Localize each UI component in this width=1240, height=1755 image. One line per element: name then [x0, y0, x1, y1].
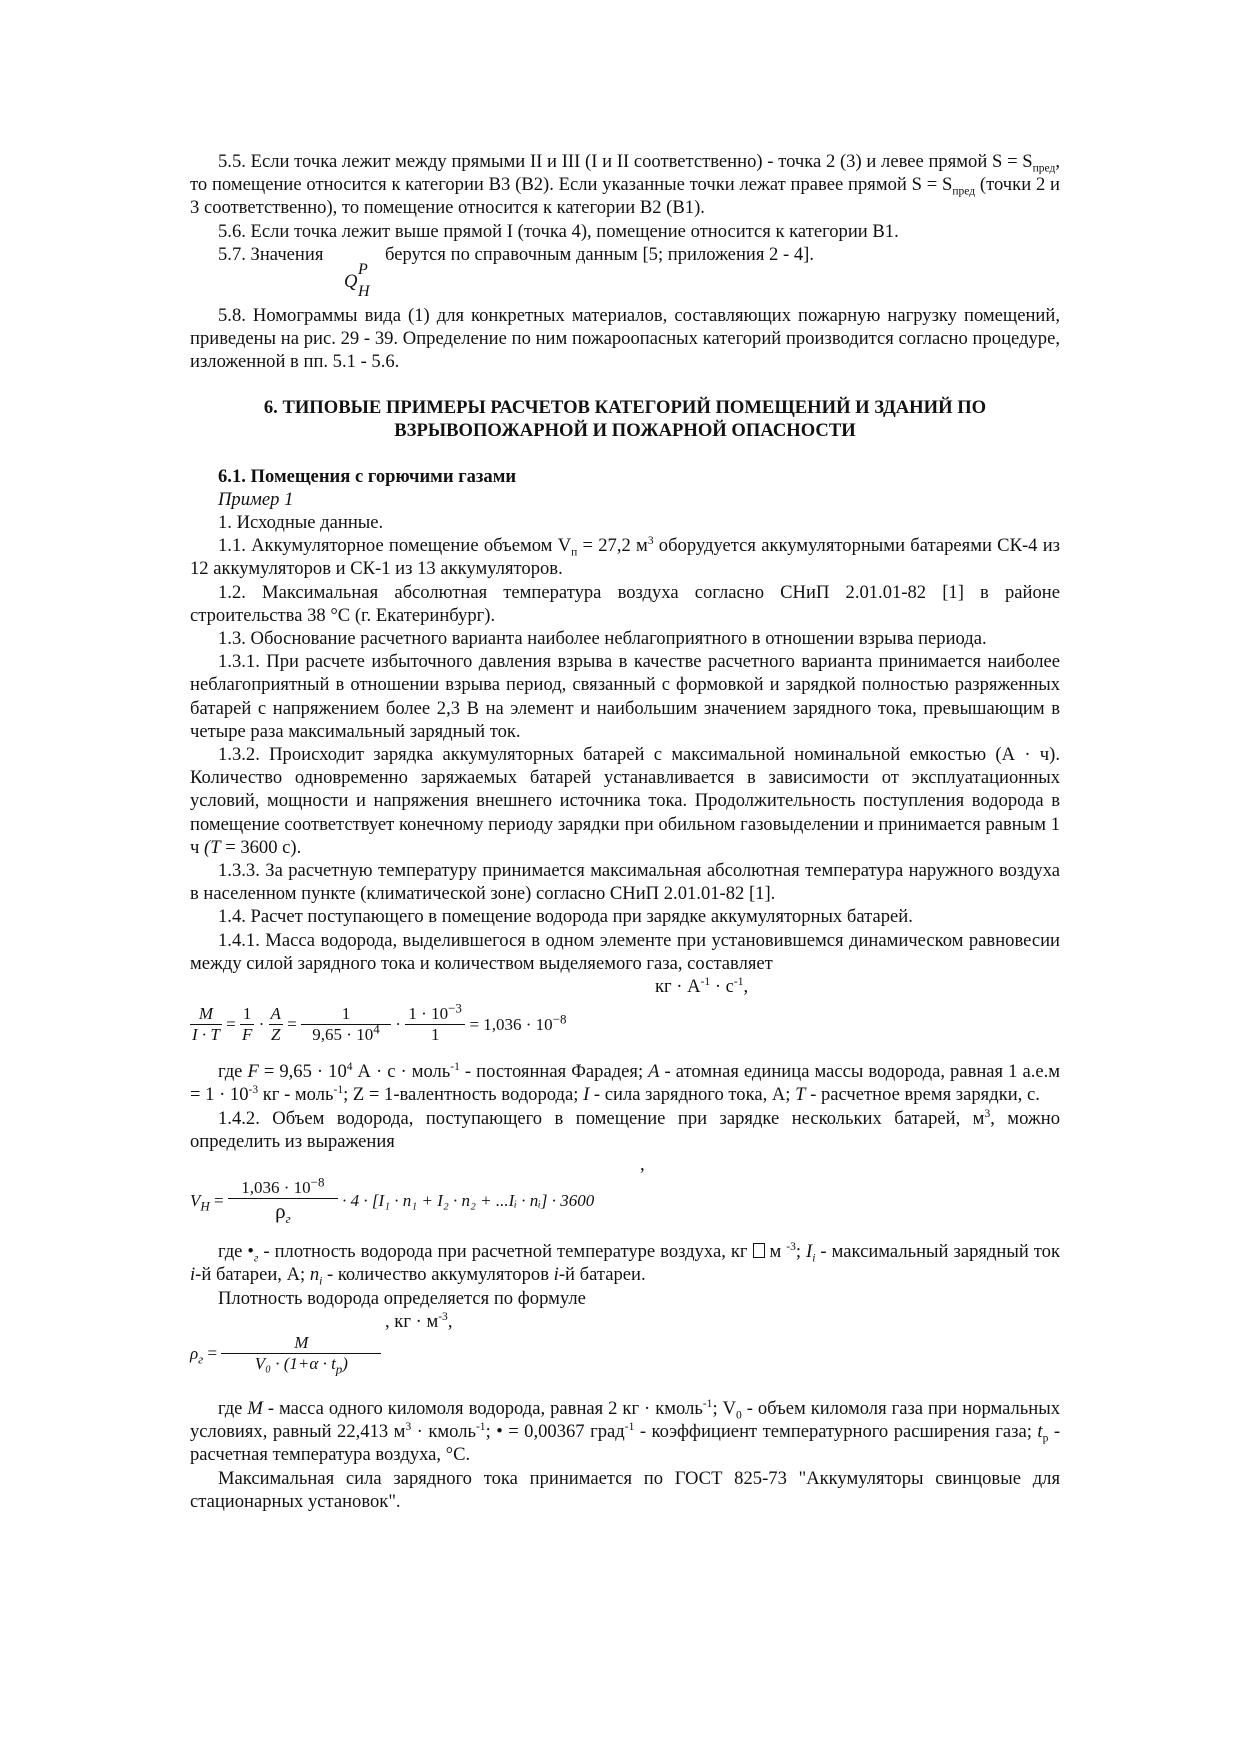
formula-q-p-h: Q P H [344, 261, 370, 300]
paragraph-kilomole: где М - масса одного киломоля водорода, равная 2 кг · кмоль$^{-1}$; $V_0$ - объем киломоля газа при нормальных условиях, равный 22,413 $м^3$ · кмоль$^{-1}$; • = 0,00367 град$^{-1}$ - коэффициент температурного расширения газа; $t_р$ - расчетная температура воздуха, °С. [190, 1397, 1061, 1466]
paragraph-1-3-2: 1.3.2. Происходит зарядка аккумуляторных батарей с максимальной номинальной емкостью (А · ч). Количество одновременно заряжаемых батарей устанавливается в зависимости от эксплуатационных условий, мощности и напряжения внешнего источника тока. Продолжительность поступления водорода в помещение соответствует конечному периоду зарядки при обильном газовыделении и принимается равным 1 ч (T = 3600 с). [190, 744, 1060, 858]
paragraph-1-4-2: 1.4.2. Объем водорода, поступающего в помещение при зарядке нескольких батарей, $м^3$, можно определить из выражения [190, 1107, 1060, 1152]
paragraph-1-1: 1.1. Аккумуляторное помещение объемом $V_п = 27,2$ $м^3$ оборудуется аккумуляторными батареями СК-4 из 12 аккумуляторов и СК-1 из 13 аккумуляторов. [190, 535, 1060, 580]
formula-volume: $V_H$ = $\frac{1,036 \cdot 10^{-8}}{\rho_г}$ · 4 · [I₁ · n₁ + I₂ · n₂ + ...Iᵢ · nᵢ] · 3600 [190, 1174, 595, 1227]
paragraph-1-2: 1.2. Максимальная абсолютная температура воздуха согласно СНиП 2.01.01-82 [1] в районе строительства 38 °С (г. Екатеринбург). [190, 581, 1060, 626]
paragraph-5-6: 5.6. Если точка лежит выше прямой I (точка 4), помещение относится к категории В1. [218, 220, 899, 242]
document-page [190, 150, 1060, 1513]
formula-mass: $\frac{M}{I \cdot T}$ = $\frac{1}{F}$ · $\frac{A}{Z}$ = $\frac{1}{9,65 \cdot 10^4}$ · $\frac{1 \cdot 10^{-3}}{1}$ = $1,036 \cdot 10^{-8}$ [192, 1000, 567, 1045]
paragraph-1-3-1: 1.3.1. При расчете избыточного давления взрыва в качестве расчетного варианта принимается наиболее неблагоприятный в отношении взрыва период, связанный с формовкой и зарядкой полностью разряженных батарей с напряжением более 2,3 В на элемент и наибольшим значением зарядного тока, превышающим в четыре раза максимальный зарядный ток. [190, 651, 1060, 742]
missing-glyph-box [753, 1243, 765, 1258]
comma-line: , [640, 1154, 645, 1176]
subsection-heading-6-1: 6.1. Помещения с горючими газами [218, 465, 517, 487]
formula-density: $\rho_г$ = $\frac{M}{V_0 \cdot (1+\alpha \cdot t_р)}$ [190, 1333, 1060, 1397]
paragraph-5-5: 5.5. Если точка лежит между прямыми II и III (I и II соответственно) - точка 2 (3) и левее прямой $S = S_{пред}$, то помещение относится к категории В3 (В2). Если указанные точки лежат правее прямой $S = S_{пред}$ (точки 2 и 3 соответственно), то помещение относится к категории В2 (В1). [190, 151, 1060, 219]
paragraph-1-3: 1.3. Обоснование расчетного варианта наиболее неблагоприятного в отношении взрыва периода. [218, 628, 987, 650]
paragraph-1-4: 1.4. Расчет поступающего в помещение водорода при зарядке аккумуляторных батарей. [218, 906, 913, 928]
paragraph-1-3-3: 1.3.3. За расчетную температуру принимается максимальная абсолютная температура наружного воздуха в населенном пункте (климатической зоне) согласно СНиП 2.01.01-82 [1]. [190, 860, 1060, 905]
paragraph-density-formula-intro: Плотность водорода определяется по формуле [218, 1287, 586, 1309]
paragraph-1: 1. Исходные данные. [218, 512, 384, 534]
example-title: Пример 1 [218, 488, 294, 510]
unit-line-2: , кг · $м^{-3}$, [385, 1310, 453, 1332]
paragraph-max-current: Максимальная сила зарядного тока принимается по ГОСТ 825-73 "Аккумуляторы свинцовые для стационарных установок". [190, 1467, 1060, 1512]
paragraph-density-def: где $•_г$ - плотность водорода при расчетной температуре воздуха, кг м $^{-3}$; $I_i$ - максимальный зарядный ток i-й батареи, А; $n_i$ - количество аккумуляторов i-й батареи. [190, 1241, 1060, 1289]
paragraph-1-4-1: 1.4.1. Масса водорода, выделившегося в одном элементе при установившемся динамическом равновесии между силой зарядного тока и количеством выделяемого газа, составляет [190, 929, 1060, 974]
paragraph-faraday: где $F = 9,65 \cdot 10^4$ А · с · моль$^{-1}$ - постоянная Фарадея; А - атомная единица массы водорода, равная 1 $а.е.м = 1 \cdot 10^{-3}$ кг - моль$^{-1}$; Z = 1-валентность водорода; I - сила зарядного тока, А; Т - расчетное время зарядки, с. [190, 1061, 1061, 1106]
section-heading-6: 6. ТИПОВЫЕ ПРИМЕРЫ РАСЧЕТОВ КАТЕГОРИЙ ПОМЕЩЕНИЙ И ЗДАНИЙ ПО ВЗРЫВОПОЖАРНОЙ И ПОЖАРНОЙ ОПАСНОСТИ [263, 396, 987, 442]
paragraph-5-8: 5.8. Номограммы вида (1) для конкретных материалов, составляющих пожарную нагрузку помещений, приведены на рис. 29 - 39. Определение по ним пожароопасных категорий производится согласно процедуре, изложенной в пп. 5.1 - 5.6. [190, 305, 1060, 373]
paragraph-5-7: 5.7. Значения берутся по справочным данным [5; приложения 2 - 4]. [218, 243, 814, 265]
unit-line-1: кг · $А^{-1} \cdot с^{-1}$, [655, 975, 749, 998]
